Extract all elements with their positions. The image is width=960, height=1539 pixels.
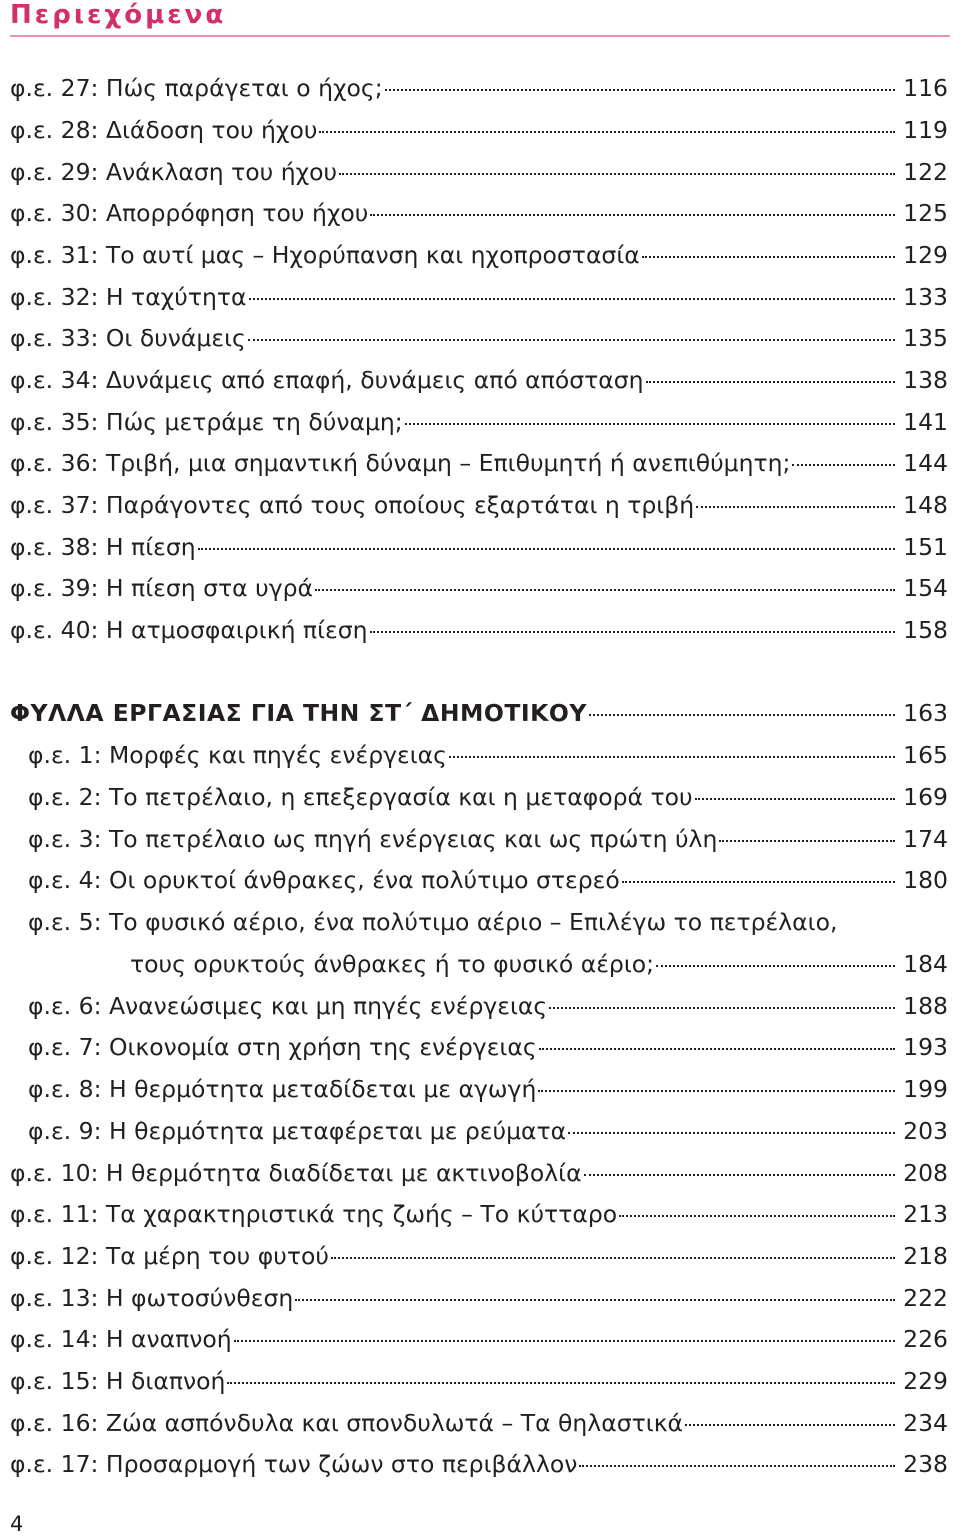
toc-entry-page: 144 (903, 449, 948, 477)
toc-entry-label: φ.ε. 11: Τα χαρακτηριστικά της ζωής – Το κύτταρο (10, 1200, 618, 1228)
dot-leader (685, 1424, 895, 1426)
toc-entry[interactable] (10, 1323, 948, 1355)
dot-leader (227, 1382, 895, 1384)
dot-leader (385, 89, 896, 91)
toc-entry-label: φ.ε. 12: Τα μέρη του φυτού (10, 1242, 329, 1270)
toc-entry-label: φ.ε. 28: Διάδοση του ήχου (10, 116, 318, 144)
toc-entry[interactable] (28, 864, 948, 896)
toc-entry-label: φ.ε. 14: Η αναπνοή (10, 1325, 232, 1353)
toc-entry-page: 213 (903, 1200, 948, 1228)
dot-leader (234, 1340, 895, 1342)
toc-entry-page: 203 (903, 1117, 948, 1145)
dot-leader (538, 1090, 895, 1092)
toc-entry-label: φ.ε. 6: Ανανεώσιμες και μη πηγές ενέργειας (28, 992, 548, 1020)
title-rule (10, 35, 950, 37)
toc-entry[interactable] (28, 1115, 948, 1147)
toc-entry[interactable] (10, 531, 948, 563)
toc-entry[interactable] (10, 239, 948, 271)
toc-entry-page: 151 (903, 533, 948, 561)
dot-leader (646, 381, 896, 383)
toc-entry-page: 174 (903, 825, 948, 853)
dot-leader (719, 840, 895, 842)
toc-entry-page: 238 (903, 1450, 948, 1478)
toc-entry[interactable] (28, 1031, 948, 1063)
dot-leader (622, 881, 895, 883)
toc-entry-page: 122 (903, 158, 948, 186)
toc-entry-page: 129 (903, 241, 948, 269)
section-heading-label: ΦΥΛΛΑ ΕΡΓΑΣΙΑΣ ΓΙΑ ΤΗΝ ΣΤ΄ ΔΗΜΟΤΙΚΟΥ (10, 699, 587, 727)
dot-leader (695, 798, 896, 800)
toc-entry-page: 148 (903, 491, 948, 519)
toc-entry-page: 116 (903, 74, 948, 102)
toc-entry-label: φ.ε. 38: Η πίεση (10, 533, 196, 561)
toc-entry-label: φ.ε. 27: Πώς παράγεται ο ήχος; (10, 74, 383, 102)
toc-entry-page: 135 (903, 324, 948, 352)
toc-entry-label: φ.ε. 29: Ανάκλαση του ήχου (10, 158, 338, 186)
dot-leader (792, 464, 895, 466)
toc-entry[interactable] (10, 614, 948, 646)
toc-entry-page: 199 (903, 1075, 948, 1103)
toc-entry[interactable] (10, 447, 948, 479)
toc-entry[interactable] (10, 1157, 948, 1189)
toc-entry-label: φ.ε. 7: Οικονομία στη χρήση της ενέργειας (28, 1033, 537, 1061)
toc-entry[interactable] (10, 1240, 948, 1272)
toc-entry-page: 154 (903, 574, 948, 602)
toc-entry-label: φ.ε. 3: Το πετρέλαιο ως πηγή ενέργειας και ως πρώτη ύλη (28, 825, 718, 853)
toc-section-heading[interactable] (10, 697, 948, 729)
dot-leader (656, 965, 895, 967)
toc-entry-label: φ.ε. 16: Ζώα ασπόνδυλα και σπονδυλωτά – Τα θηλαστικά (10, 1409, 684, 1437)
toc-entry[interactable] (28, 990, 948, 1022)
toc-entry-label: φ.ε. 37: Παράγοντες από τους οποίους εξαρτάται η τριβή (10, 491, 695, 519)
toc-entry-page: 218 (903, 1242, 948, 1270)
toc-entry-label: φ.ε. 35: Πώς μετράμε τη δύναμη; (10, 408, 403, 436)
toc-entry-page: 141 (903, 408, 948, 436)
toc-entry-label: φ.ε. 15: Η διαπνοή (10, 1367, 226, 1395)
dot-leader (248, 339, 895, 341)
toc-entry-page: 169 (903, 783, 948, 811)
toc-entry[interactable] (10, 1282, 948, 1314)
toc-entry[interactable] (10, 364, 948, 396)
toc-entry-label: φ.ε. 30: Απορρόφηση του ήχου (10, 199, 369, 227)
toc-entry-label: φ.ε. 17: Προσαρμογή των ζώων στο περιβάλλον (10, 1450, 578, 1478)
toc-entry-page: 222 (903, 1284, 948, 1312)
toc-entry-label: φ.ε. 2: Το πετρέλαιο, η επεξεργασία και η μεταφορά του (28, 783, 693, 811)
toc-entry-label: φ.ε. 9: Η θερμότητα μεταφέρεται με ρεύματα (28, 1117, 567, 1145)
toc-entry-label: φ.ε. 33: Οι δυνάμεις (10, 324, 246, 352)
toc-entry-page: 158 (903, 616, 948, 644)
toc-entry-page: 226 (903, 1325, 948, 1353)
dot-leader (315, 589, 895, 591)
toc-entry-label: φ.ε. 40: Η ατμοσφαιρική πίεση (10, 616, 368, 644)
toc-entry-label: φ.ε. 36: Τριβή, μια σημαντική δύναμη – Επιθυμητή ή ανεπιθύμητη; (10, 449, 791, 477)
dot-leader (579, 1465, 895, 1467)
dot-leader (295, 1299, 895, 1301)
toc-entry-page: 119 (903, 116, 948, 144)
dot-leader (405, 423, 895, 425)
toc-entry-page: 165 (903, 741, 948, 769)
page-number: 4 (10, 1512, 24, 1536)
dot-leader (198, 548, 896, 550)
toc-entry[interactable] (10, 406, 948, 438)
dot-leader (549, 1007, 895, 1009)
toc-entry[interactable] (28, 781, 948, 813)
toc-entry-label: φ.ε. 32: Η ταχύτητα (10, 283, 247, 311)
toc-entry[interactable] (10, 1198, 948, 1230)
toc-entry-label: φ.ε. 1: Μορφές και πηγές ενέργειας (28, 741, 447, 769)
toc-entry[interactable] (10, 72, 948, 104)
toc-entry-page: 193 (903, 1033, 948, 1061)
toc-entry-page: 184 (903, 950, 948, 978)
toc-entry[interactable] (10, 281, 948, 313)
dot-leader (449, 756, 895, 758)
toc-entry-label: φ.ε. 39: Η πίεση στα υγρά (10, 574, 314, 602)
toc-entry[interactable] (10, 197, 948, 229)
toc-entry[interactable] (10, 156, 948, 188)
dot-leader (539, 1048, 895, 1050)
toc-entry[interactable] (28, 1073, 948, 1105)
toc-entry[interactable] (10, 489, 948, 521)
toc-entry-page: 208 (903, 1159, 948, 1187)
dot-leader (642, 256, 895, 258)
section-heading-page: 163 (903, 699, 948, 727)
dot-leader (319, 131, 895, 133)
toc-entry-label: φ.ε. 13: Η φωτοσύνθεση (10, 1284, 294, 1312)
toc-entry[interactable] (28, 739, 948, 771)
dot-leader (339, 173, 895, 175)
toc-entry-label: τους ορυκτούς άνθρακες ή το φυσικό αέριο; (130, 950, 655, 978)
toc-entry-label: φ.ε. 4: Οι ορυκτοί άνθρακες, ένα πολύτιμο στερεό (28, 866, 620, 894)
toc-entry-page: 133 (903, 283, 948, 311)
toc-entry-label: φ.ε. 10: Η θερμότητα διαδίδεται με ακτινοβολία (10, 1159, 582, 1187)
toc-entry[interactable] (10, 1407, 948, 1439)
dot-leader (589, 714, 895, 716)
toc-entry[interactable] (10, 322, 948, 354)
toc-entry[interactable] (28, 823, 948, 855)
dot-leader (568, 1132, 895, 1134)
toc-entry[interactable] (10, 114, 948, 146)
dot-leader (619, 1215, 895, 1217)
toc-entry-page: 188 (903, 992, 948, 1020)
dot-leader (331, 1257, 895, 1259)
dot-leader (249, 298, 896, 300)
toc-entry-label: φ.ε. 8: Η θερμότητα μεταδίδεται με αγωγή (28, 1075, 537, 1103)
dot-leader (370, 631, 896, 633)
page-title: Περιεχόμενα (10, 0, 227, 30)
toc-entry-page: 125 (903, 199, 948, 227)
toc-entry-label: φ.ε. 31: Το αυτί μας – Ηχορύπανση και ηχοπροστασία (10, 241, 640, 269)
toc-entry[interactable] (130, 948, 948, 980)
toc-entry[interactable] (10, 1365, 948, 1397)
toc-entry-page: 234 (903, 1409, 948, 1437)
toc-entry-page: 180 (903, 866, 948, 894)
dot-leader (584, 1174, 896, 1176)
toc-entry-page: 229 (903, 1367, 948, 1395)
dot-leader (696, 506, 895, 508)
toc-entry-page: 138 (903, 366, 948, 394)
toc-entry-label: φ.ε. 34: Δυνάμεις από επαφή, δυνάμεις από απόσταση (10, 366, 644, 394)
toc-entry[interactable] (10, 572, 948, 604)
toc-entry-label-line1[interactable]: φ.ε. 5: Το φυσικό αέριο, ένα πολύτιμο αέριο – Επιλέγω το πετρέλαιο, (28, 908, 838, 936)
dot-leader (370, 214, 895, 216)
toc-entry[interactable] (10, 1448, 948, 1480)
